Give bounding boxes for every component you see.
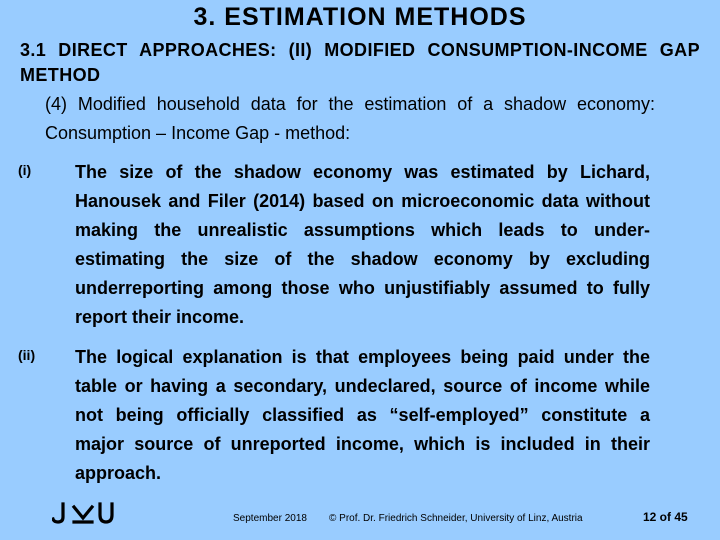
jku-logo xyxy=(52,502,116,526)
slide-title: 3. ESTIMATION METHODS xyxy=(193,3,527,31)
page-number: 12 of 45 xyxy=(643,510,688,524)
slide-subtitle: 3.1 DIRECT APPROACHES: (II) MODIFIED CONSUMPTION-INCOME GAP METHOD xyxy=(20,40,700,85)
list-item-marker: (ii) xyxy=(18,347,36,363)
intro-text: (4) Modified household data for the estimation of a shadow economy: Consumption – Income Gap - method: xyxy=(45,94,655,143)
footer-credit: © Prof. Dr. Friedrich Schneider, University of Linz, Austria xyxy=(329,513,583,524)
list-item-text: The logical explanation is that employees being paid under the table or having a secondary, undeclared, source of income while not being officially classified as “self-employed” constitute a major source of unreported income, which is included in their approach. xyxy=(75,347,650,483)
list-item-marker: (i) xyxy=(18,162,32,178)
footer-date: September 2018 xyxy=(233,513,307,524)
list-item-text: The size of the shadow economy was estimated by Lichard, Hanousek and Filer (2014) based on microeconomic data without making the unrealistic assumptions which leads to under-estimating the size of the shadow economy by excluding underreporting among those who unjustifiably assumed to fully report their income. xyxy=(75,162,650,327)
